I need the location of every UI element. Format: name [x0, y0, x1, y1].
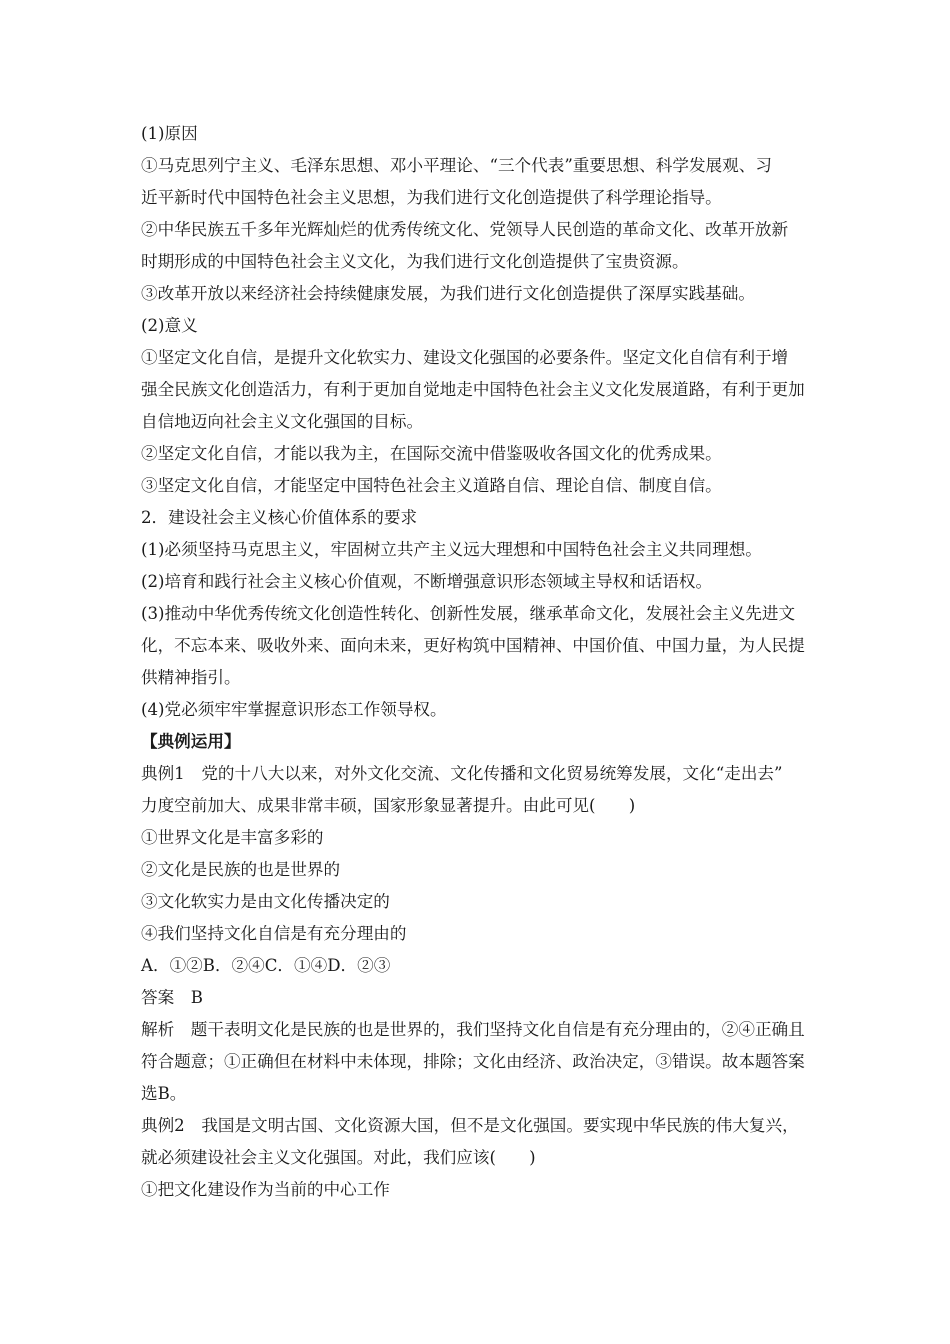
- example-1-question-cont: 力度空前加大、成果非常丰硕，国家形象显著提升。由此可见( ): [141, 796, 636, 815]
- example-2-question-cont: 就必须建设社会主义文化强国。对此，我们应该( ): [141, 1148, 536, 1167]
- section-heading-reasons: (1)原因: [141, 124, 198, 143]
- requirement-item-3-cont: 供精神指引。: [141, 668, 241, 687]
- example-1-option-1: ①世界文化是丰富多彩的: [141, 828, 324, 847]
- significance-item-3: ③坚定文化自信，才能坚定中国特色社会主义道路自信、理论自信、制度自信。: [141, 476, 722, 495]
- requirement-item-2: (2)培育和践行社会主义核心价值观，不断增强意识形态领域主导权和话语权。: [141, 572, 713, 591]
- reason-item-1-cont: 近平新时代中国特色社会主义思想，为我们进行文化创造提供了科学理论指导。: [141, 188, 722, 207]
- reason-item-2: ②中华民族五千多年光辉灿烂的优秀传统文化、党领导人民创造的革命文化、改革开放新: [141, 220, 789, 239]
- example-1-choices: A．①②B．②④C．①④D．②③: [141, 956, 391, 975]
- example-1-analysis-cont: 选B。: [141, 1084, 187, 1103]
- example-1-option-2: ②文化是民族的也是世界的: [141, 860, 341, 879]
- example-1-option-3: ③文化软实力是由文化传播决定的: [141, 892, 390, 911]
- requirement-item-3-cont: 化，不忘本来、吸收外来、面向未来，更好构筑中国精神、中国价值、中国力量，为人民提: [141, 636, 805, 655]
- significance-item-1: ①坚定文化自信，是提升文化软实力、建设文化强国的必要条件。坚定文化自信有利于增: [141, 348, 789, 367]
- reason-item-3: ③改革开放以来经济社会持续健康发展，为我们进行文化创造提供了深厚实践基础。: [141, 284, 755, 303]
- requirement-item-3: (3)推动中华优秀传统文化创造性转化、创新性发展，继承革命文化，发展社会主义先进文: [141, 604, 796, 623]
- significance-item-1-cont: 自信地迈向社会主义文化强国的目标。: [141, 412, 424, 431]
- requirement-item-1: (1)必须坚持马克思主义，牢固树立共产主义远大理想和中国特色社会主义共同理想。: [141, 540, 762, 559]
- reason-item-2-cont: 时期形成的中国特色社会主义文化，为我们进行文化创造提供了宝贵资源。: [141, 252, 689, 271]
- example-1-answer: 答案 B: [141, 988, 203, 1007]
- reason-item-1: ①马克思列宁主义、毛泽东思想、邓小平理论、“三个代表”重要思想、科学发展观、习: [141, 156, 772, 175]
- significance-item-1-cont: 强全民族文化创造活力，有利于更加自觉地走中国特色社会主义文化发展道路，有利于更加: [141, 380, 805, 399]
- section-heading-significance: (2)意义: [141, 316, 198, 335]
- example-2-option-1: ①把文化建设作为当前的中心工作: [141, 1180, 390, 1199]
- example-1-analysis-cont: 符合题意；①正确但在材料中未体现，排除；文化由经济、政治决定，③错误。故本题答案: [141, 1052, 805, 1071]
- document-body: [141, 118, 813, 1206]
- example-1-option-4: ④我们坚持文化自信是有充分理由的: [141, 924, 407, 943]
- example-1-analysis: 解析 题干表明文化是民族的也是世界的，我们坚持文化自信是有充分理由的，②④正确且: [141, 1020, 805, 1039]
- example-1-question: 典例1 党的十八大以来，对外文化交流、文化传播和文化贸易统筹发展，文化“走出去”: [141, 764, 783, 783]
- requirement-item-4: (4)党必须牢牢掌握意识形态工作领导权。: [141, 700, 447, 719]
- example-section-heading: 【典例运用】: [141, 732, 241, 751]
- example-2-question: 典例2 我国是文明古国、文化资源大国，但不是文化强国。要实现中华民族的伟大复兴，: [141, 1116, 799, 1135]
- significance-item-2: ②坚定文化自信，才能以我为主，在国际交流中借鉴吸收各国文化的优秀成果。: [141, 444, 722, 463]
- section-heading-requirements: 2．建设社会主义核心价值体系的要求: [141, 508, 418, 527]
